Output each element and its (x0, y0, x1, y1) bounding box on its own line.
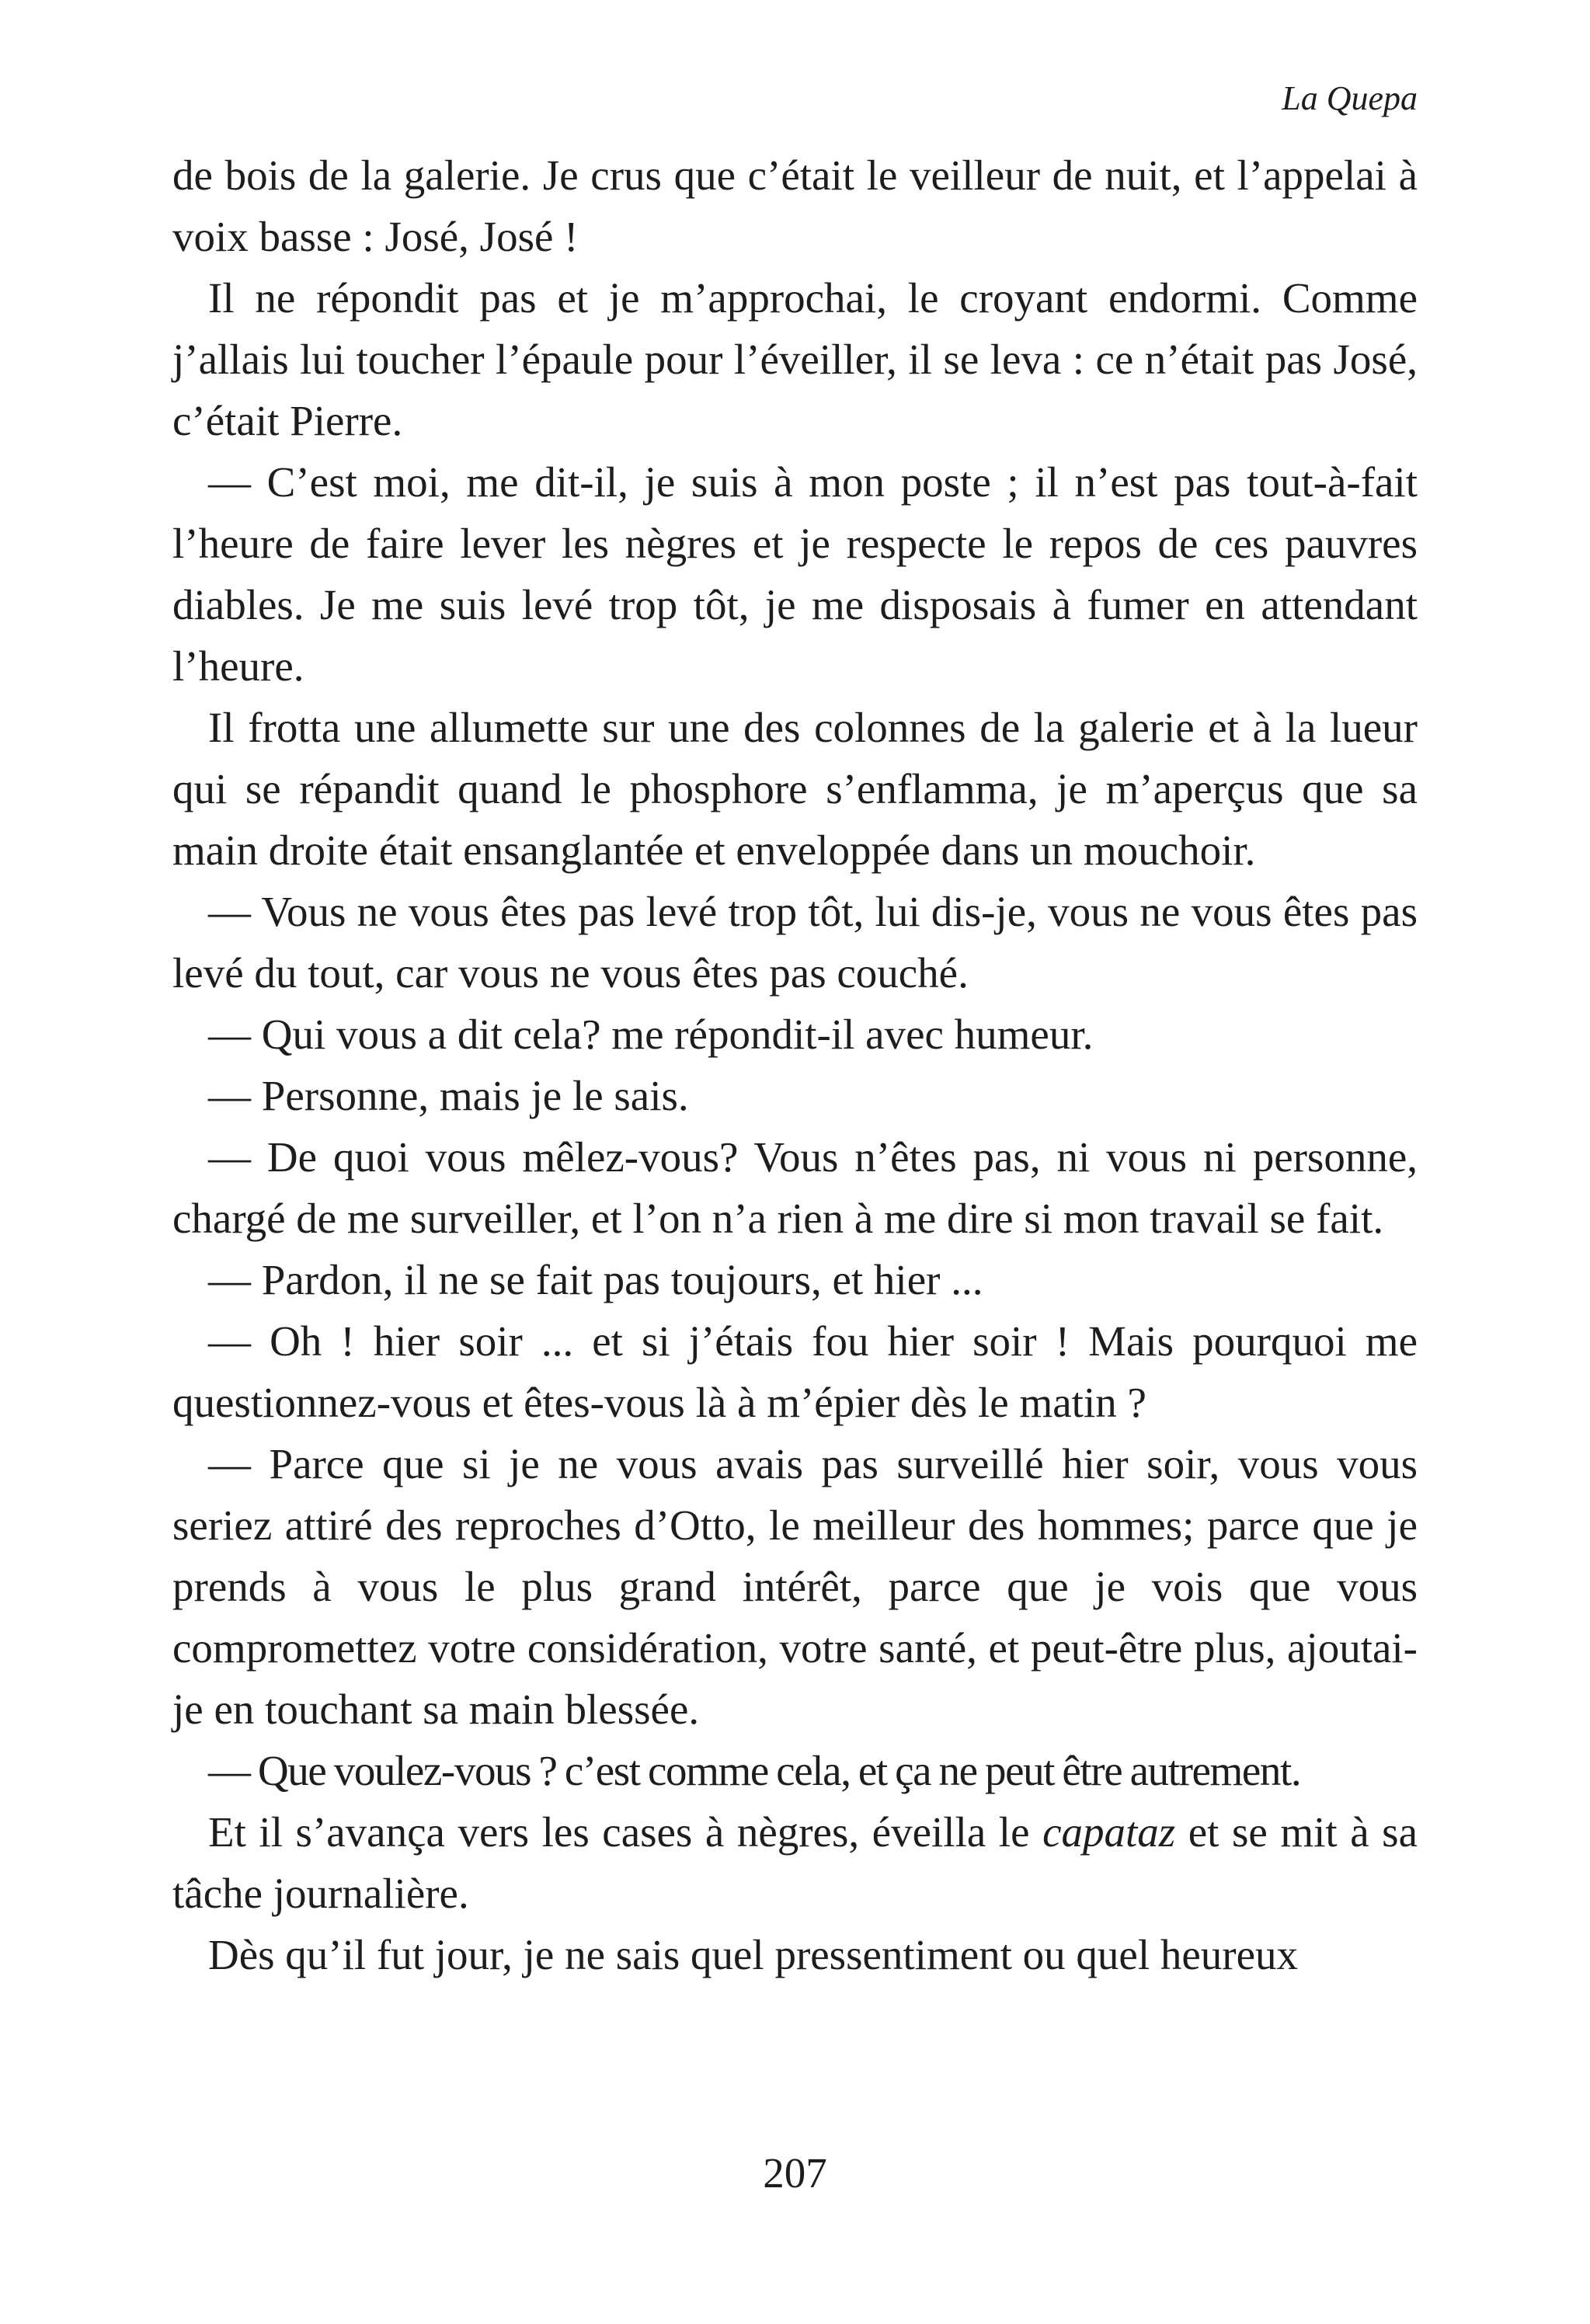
paragraph: — De quoi vous mêlez-vous? Vous n’êtes pas, ni vous ni personne, chargé de me surveiller, et l’on n’a rien à me dire si mon travail se fait. (172, 1133, 1418, 1242)
paragraph (172, 1801, 1418, 1924)
paragraph-text: et se mit à sa tâche journalière. (172, 1808, 1418, 1917)
paragraph: — Que voulez-vous ? c’est comme cela, et ça ne peut être autrement. (208, 1747, 1301, 1794)
paragraph: Il ne répondit pas et je m’approchai, le croyant endormi. Comme j’allais lui toucher l’épaule pour l’éveiller, il se leva : ce n’était pas José, c’était Pierre. (172, 274, 1418, 444)
paragraph: — Personne, mais je le sais. (208, 1072, 689, 1119)
paragraph: — Oh ! hier soir ... et si j’étais fou hier soir ! Mais pourquoi me questionnez-vous et êtes-vous là à m’épier dès le matin ? (172, 1317, 1418, 1426)
paragraph: de bois de la galerie. Je crus que c’était le veilleur de nuit, et l’appelai à voix basse : José, José ! (172, 151, 1418, 260)
paragraph: Dès qu’il fut jour, je ne sais quel pressentiment ou quel heureux (208, 1931, 1299, 1978)
paragraph: Il frotta une allumette sur une des colonnes de la galerie et à la lueur qui se répandit quand le phosphore s’enflamma, je m’aperçus que sa main droite était ensanglantée et enveloppée dans un mouchoir. (172, 704, 1418, 874)
page-number: 207 (763, 2149, 827, 2197)
body-text (172, 144, 1418, 1985)
paragraph: — Vous ne vous êtes pas levé trop tôt, lui dis-je, vous ne vous êtes pas levé du tout, car vous ne vous êtes pas couché. (172, 888, 1418, 997)
running-header-title: La Quepa (1282, 79, 1418, 117)
paragraph: — Parce que si je ne vous avais pas surveillé hier soir, vous vous seriez attiré des reproches d’Otto, le meilleur des hommes; parce que je prends à vous le plus grand intérêt, parce que je vois que vous compromettez votre considération, votre santé, et peut-être plus, ajoutai-je en touchant sa main blessée. (172, 1440, 1418, 1733)
paragraph: — C’est moi, me dit-il, je suis à mon poste ; il n’est pas tout-à-fait l’heure de faire lever les nègres et je respecte le repos de ces pauvres diables. Je me suis levé trop tôt, je me disposais à fumer en attendant l’heure. (172, 458, 1418, 690)
paragraph: — Qui vous a dit cela? me répondit-il avec humeur. (208, 1011, 1094, 1058)
paragraph-text: Et il s’avança vers les cases à nègres, éveilla le (208, 1808, 1043, 1856)
paragraph: — Pardon, il ne se fait pas toujours, et hier ... (208, 1256, 983, 1303)
italic-term: capataz (1042, 1808, 1176, 1856)
